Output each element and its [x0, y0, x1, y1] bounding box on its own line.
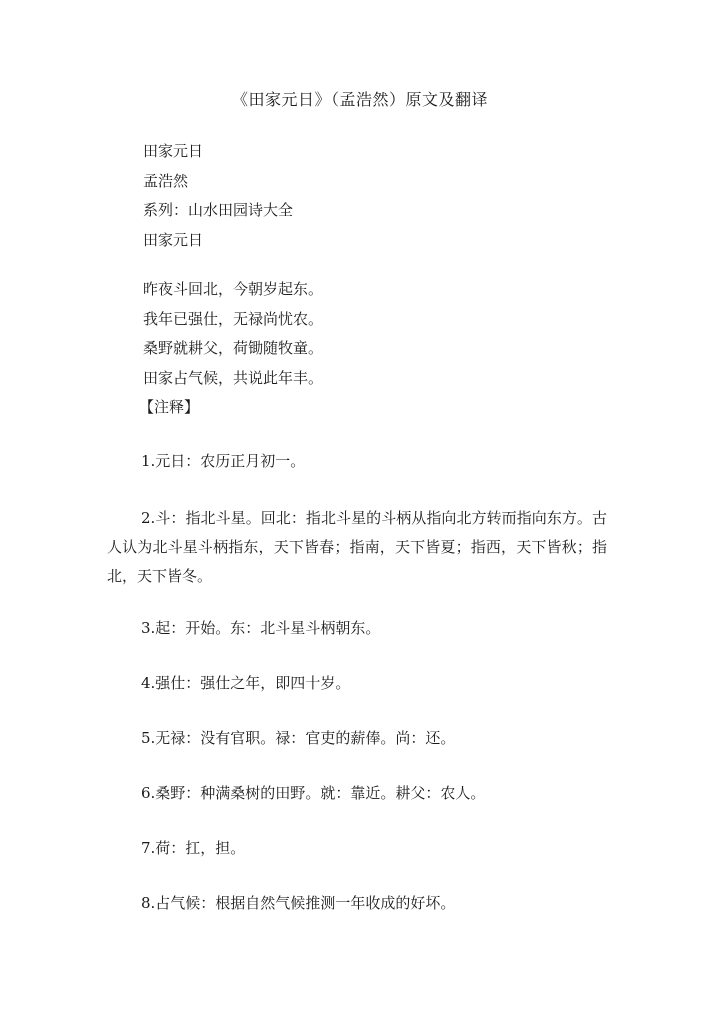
poem-meta: [143, 137, 293, 255]
poem-body: [143, 275, 323, 393]
note-item: 8.占气候：根据自然气候推测一年收成的好坏。: [141, 894, 456, 912]
document-title: 《田家元日》（孟浩然）原文及翻译: [231, 90, 488, 109]
poem-author: 孟浩然: [143, 171, 189, 190]
note-item: 5.无禄：没有官职。禄：官吏的薪俸。尚：还。: [141, 729, 456, 747]
poem-line: 我年已强仕，无禄尚忧农。: [143, 309, 324, 328]
poem-line: 桑野就耕父，荷锄随牧童。: [143, 339, 324, 357]
poem-series: 系列：山水田园诗大全: [143, 201, 294, 219]
note-item: 2.斗：指北斗星。回北：指北斗星的斗柄从指向北方转而指向东方。古人认为北斗星斗柄指东，天下皆春；指南，天下皆夏；指西，天下皆秋；指北，天下皆冬。: [107, 509, 607, 585]
note-item: 1.元日：农历正月初一。: [141, 452, 306, 470]
note-item: 4.强仕：强仕之年，即四十岁。: [141, 674, 351, 692]
poem-title-repeat: 田家元日: [143, 230, 204, 249]
note-item: 3.起：开始。东：北斗星斗柄朝东。: [141, 619, 381, 637]
poem-title: 田家元日: [143, 142, 204, 160]
notes-heading: 【注释】: [139, 398, 200, 416]
note-item: 7.荷：扛，担。: [141, 839, 246, 857]
poem-line: 田家占气候，共说此年丰。: [143, 368, 324, 387]
note-item: 6.桑野：种满桑树的田野。就：靠近。耕父：农人。: [141, 784, 486, 802]
poem-line: 昨夜斗回北，今朝岁起东。: [143, 280, 324, 298]
